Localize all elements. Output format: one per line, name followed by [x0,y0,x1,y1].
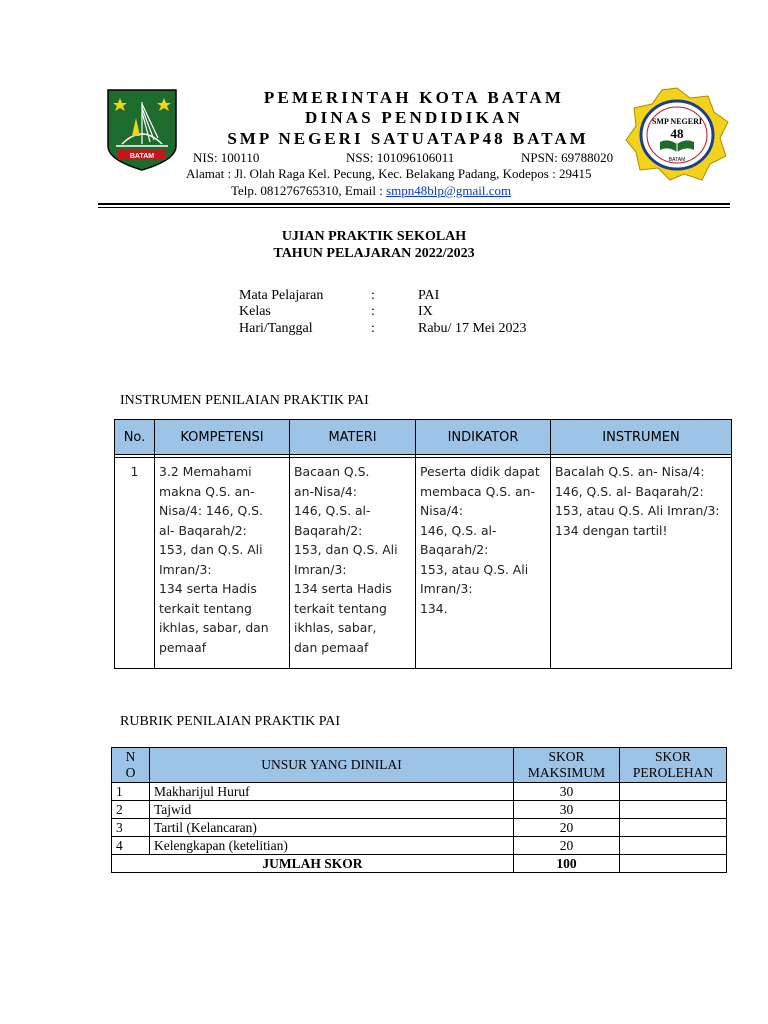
instrumen-text: Bacalah Q.S. an- Nisa/4: 146, Q.S. al- Baqarah/2: 153, atau Q.S. Ali Imran/3: 134 dengan tartil! [555,464,720,538]
rubrik-unsur: Makharijul Huruf [150,783,514,801]
rubrik-col-max: SKOR MAKSIMUM [514,748,620,783]
meta-value-date: Rabu/ 17 Mei 2023 [418,321,527,336]
rubrik-col-no: N O [112,748,150,783]
right-logo-bottom: BATAM [668,157,686,163]
materi-text: Bacaan Q.S. an-Nisa/4: 146, Q.S. al- Baqarah/2: 153, dan Q.S. Ali Imran/3: 134 serta Hadis terkait tentang ikhlas, sabar, dan pemaaf [294,464,398,655]
rubrik-max: 20 [514,837,620,855]
meta-value-subject: PAI [418,288,440,303]
rubrik-no: 2 [112,801,150,819]
kompetensi-text: 3.2 Memahami makna Q.S. an- Nisa/4: 146, Q.S. al- Baqarah/2: 153, dan Q.S. Ali Imran/3: 134 serta Hadis terkait tentang ikhlas, sabar, dan pemaaf [159,464,269,655]
rubrik-no: 4 [112,837,150,855]
address-text: Alamat : Jl. Olah Raga Kel. Pecung, Kec. Belakang Padang, Kodepos : 29415 [186,166,592,181]
rubrik-col-perolehan: SKOR PEROLEHAN [620,748,727,783]
meta-label-date: Hari/Tanggal [239,321,313,336]
table-row [112,783,727,801]
right-logo-top: SMP NEGERI [651,117,703,126]
col-header-indikator: INDIKATOR [416,420,551,455]
meta-label-subject: Mata Pelajaran [239,288,324,303]
right-logo-num: 48 [670,126,684,141]
cell-materi [290,458,416,669]
rubrik-table [111,747,727,873]
nis-text: NIS: 100110 [193,150,260,165]
cell-no: 1 [115,458,155,669]
table-row [112,837,727,855]
rubrik-max: 30 [514,783,620,801]
rubrik-perolehan[interactable] [620,837,727,855]
col-header-no: No. [115,420,155,455]
rubrik-total-row [112,855,727,873]
col-header-kompetensi: KOMPETENSI [155,420,290,455]
meta-sep-date: : [371,321,375,336]
left-logo-text: BATAM [129,153,155,160]
header-department: DINAS PENDIDIKAN [305,108,523,127]
rubrik-unsur: Tajwid [150,801,514,819]
table-header-row [115,420,732,455]
instrumen-table [114,419,732,669]
meta-sep-class: : [371,304,375,319]
total-value: 100 [514,855,620,873]
header-government: PEMERINTAH KOTA BATAM [263,88,565,107]
col-header-instrumen: INSTRUMEN [551,420,732,455]
table-row [115,458,732,669]
rubrik-max: 30 [514,801,620,819]
table-row [112,819,727,837]
col-header-materi: MATERI [290,420,416,455]
meta-label-class: Kelas [239,304,271,319]
phone-text: Telp. 081276765310, Email : [231,183,387,198]
rubrik-heading: RUBRIK PENILAIAN PRAKTIK PAI [120,714,340,729]
rubrik-perolehan[interactable] [620,783,727,801]
rubrik-col-unsur: UNSUR YANG DINILAI [150,748,514,783]
total-perolehan[interactable] [620,855,727,873]
cell-indikator [416,458,551,669]
rubrik-unsur: Tartil (Kelancaran) [150,819,514,837]
rubrik-unsur: Kelengkapan (ketelitian) [150,837,514,855]
rubrik-no: 1 [112,783,150,801]
rubrik-perolehan[interactable] [620,801,727,819]
rubrik-perolehan[interactable] [620,819,727,837]
email-link[interactable]: smpn48blp@gmail.com [386,183,512,198]
exam-year: TAHUN PELAJARAN 2022/2023 [273,246,475,261]
total-label: JUMLAH SKOR [112,855,514,873]
npsn-text: NPSN: 69788020 [521,150,614,165]
cell-instrumen [551,458,732,669]
header-divider-thin [98,207,730,208]
meta-sep-subject: : [371,288,375,303]
header-school-name: SMP NEGERI SATUATAP48 BATAM [227,129,589,148]
contact-line [231,183,511,199]
exam-title: UJIAN PRAKTIK SEKOLAH [281,229,467,244]
header-divider-thick [98,203,730,205]
nss-text: NSS: 101096106011 [346,150,455,165]
rubrik-no: 3 [112,819,150,837]
rubrik-max: 20 [514,819,620,837]
cell-kompetensi [155,458,290,669]
rubrik-header-row [112,748,727,783]
indikator-text: Peserta didik dapat membaca Q.S. an- Nisa/4: 146, Q.S. al- Baqarah/2: 153, atau Q.S. Ali Imran/3: 134. [420,464,540,616]
instrumen-heading: INSTRUMEN PENILAIAN PRAKTIK PAI [120,393,369,408]
meta-value-class: IX [418,304,433,319]
table-row [112,801,727,819]
